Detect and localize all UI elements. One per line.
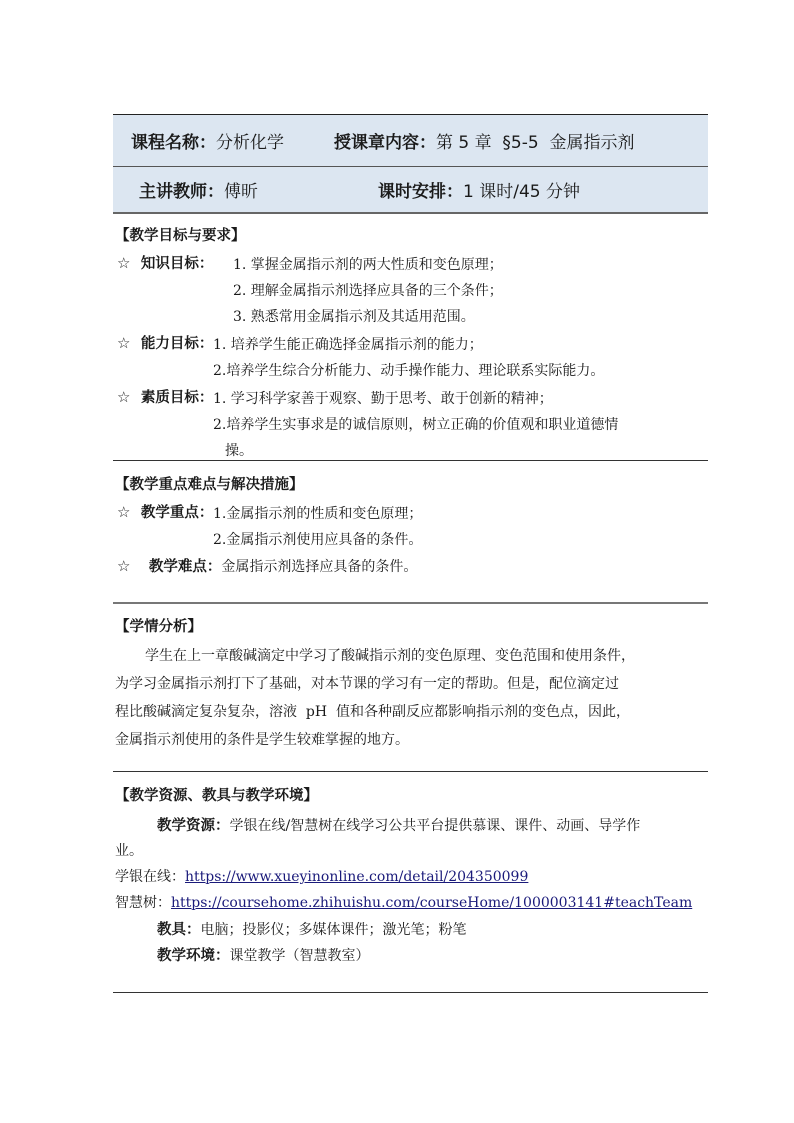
ability-goal-label: 能力目标：: [140, 336, 214, 352]
teacher-label: 主讲教师：: [139, 182, 224, 202]
star-icon: ☆: [117, 254, 131, 272]
analysis-line: 程比酸碱滴定复杂复杂，溶液 pH 值和各种副反应都影响指示剂的变色点，因此，: [115, 704, 630, 720]
tools-value: 电脑；投影仪；多媒体课件；激光笔；粉笔: [200, 922, 467, 938]
course-header: [113, 114, 708, 214]
divider: [113, 992, 708, 993]
section-title: 【教学重点难点与解决措施】: [115, 477, 304, 493]
difficulty-value: 金属指示剂选择应具备的条件。: [221, 559, 418, 575]
tools-label: 教具：: [157, 922, 201, 938]
chapter-value: 第 5 章 §5-5 金属指示剂: [436, 133, 635, 153]
section-title: 【学情分析】: [115, 619, 202, 635]
resources-row: [157, 814, 640, 835]
ability-goal-item: 2.培养学生综合分析能力、动手操作能力、理论联系实际能力。: [213, 363, 605, 379]
xueyin-link[interactable]: https://www.xueyinonline.com/detail/204350099: [185, 869, 529, 885]
env-row: [157, 944, 370, 965]
section-title: 【教学目标与要求】: [115, 228, 246, 244]
knowledge-goal-label: 知识目标：: [140, 256, 214, 272]
focus-item: 1.金属指示剂的性质和变色原理；: [213, 506, 423, 522]
header-row-course: [113, 115, 708, 166]
star-icon: ☆: [117, 388, 131, 406]
xueyin-row: [115, 866, 528, 886]
star-icon: ☆: [117, 557, 131, 575]
tools-row: [157, 918, 467, 939]
ability-goal-item: 1. 培养学生能正确选择金属指示剂的能力；: [213, 337, 483, 353]
section-title: 【教学资源、教具与教学环境】: [115, 788, 318, 804]
env-value: 课堂教学（智慧教室）: [229, 948, 370, 964]
env-label: 教学环境：: [157, 948, 230, 964]
knowledge-goal-item: 3. 熟悉常用金属指示剂及其适用范围。: [233, 309, 475, 325]
header-row-teacher: [113, 166, 708, 212]
zhihuishu-row: [115, 892, 692, 912]
resources-value-cont: 业。: [115, 843, 143, 859]
knowledge-goal-item: 2. 理解金属指示剂选择应具备的三个条件；: [233, 283, 503, 299]
hours-value: 1 课时/45 分钟: [463, 182, 580, 202]
divider: [113, 602, 708, 604]
zhihuishu-link[interactable]: https://coursehome.zhihuishu.com/courseHome/1000003141#teachTeam: [171, 895, 693, 911]
quality-goal-item: 操。: [225, 443, 253, 459]
resources-label: 教学资源：: [157, 818, 230, 834]
lesson-plan-page: [113, 114, 708, 964]
ability-goal-row: [117, 332, 213, 353]
teacher-value: 傅昕: [224, 182, 258, 202]
hours-label: 课时安排：: [378, 182, 463, 202]
divider: [113, 460, 708, 461]
quality-goal-label: 素质目标：: [140, 390, 214, 406]
xueyin-label: 学银在线：: [115, 869, 185, 885]
knowledge-goal-row: [117, 252, 213, 273]
analysis-line: 金属指示剂使用的条件是学生较难掌握的地方。: [115, 732, 409, 748]
focus-row: [117, 501, 213, 522]
chapter-label: 授课章内容：: [334, 133, 436, 153]
knowledge-goal-item: 1. 掌握金属指示剂的两大性质和变色原理；: [233, 257, 503, 273]
zhihuishu-label: 智慧树：: [115, 895, 171, 911]
difficulty-row: [117, 555, 417, 576]
course-name-value: 分析化学: [216, 133, 284, 153]
course-name-label: 课程名称：: [131, 133, 216, 153]
quality-goal-item: 1. 学习科学家善于观察、勤于思考、敢于创新的精神；: [213, 391, 553, 407]
quality-goal-item: 2.培养学生实事求是的诚信原则，树立正确的价值观和职业道德情: [213, 417, 619, 433]
star-icon: ☆: [117, 334, 131, 352]
analysis-line: 为学习金属指示剂打下了基础，对本节课的学习有一定的帮助。但是，配位滴定过: [115, 676, 619, 692]
focus-item: 2.金属指示剂使用应具备的条件。: [213, 532, 423, 548]
analysis-line: 学生在上一章酸碱滴定中学习了酸碱指示剂的变色原理、变色范围和使用条件，: [145, 648, 635, 664]
difficulty-label: 教学难点：: [148, 559, 222, 575]
quality-goal-row: [117, 386, 213, 407]
focus-label: 教学重点：: [140, 505, 214, 521]
resources-value: 学银在线/智慧树在线学习公共平台提供慕课、课件、动画、导学作: [229, 818, 641, 834]
star-icon: ☆: [117, 503, 131, 521]
divider: [113, 771, 708, 772]
